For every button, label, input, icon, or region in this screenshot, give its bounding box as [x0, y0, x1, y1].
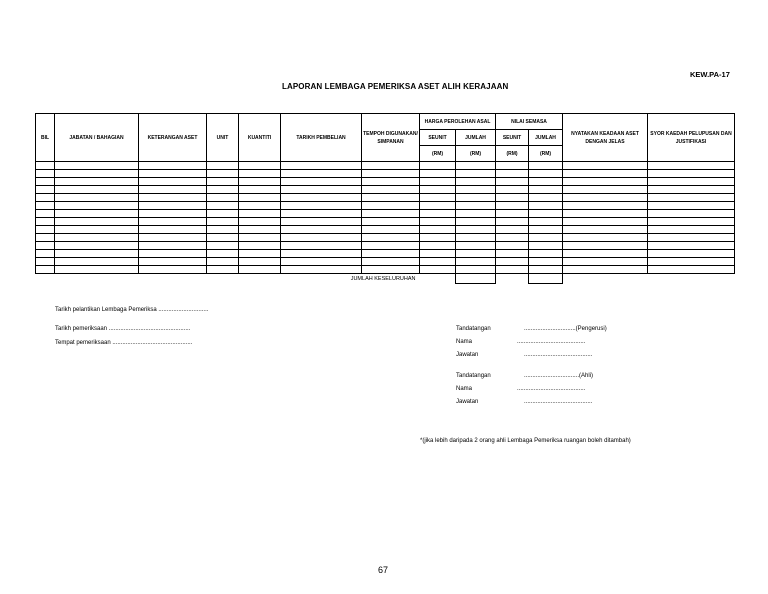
table-cell[interactable]	[139, 186, 207, 194]
form-code: KEW.PA-17	[690, 70, 730, 79]
table-cell[interactable]	[207, 258, 239, 266]
table-cell[interactable]	[207, 178, 239, 186]
table-cell[interactable]	[362, 186, 420, 194]
table-cell[interactable]	[55, 258, 139, 266]
table-cell[interactable]	[55, 162, 139, 170]
table-cell[interactable]	[420, 210, 456, 218]
table-cell[interactable]	[239, 266, 281, 274]
table-cell[interactable]	[456, 170, 496, 178]
table-row	[36, 178, 735, 186]
table-cell[interactable]	[55, 170, 139, 178]
table-cell[interactable]	[496, 250, 529, 258]
table-cell[interactable]	[362, 210, 420, 218]
table-cell[interactable]	[36, 194, 55, 202]
table-cell[interactable]	[420, 234, 456, 242]
total-nilai-jumlah-cell[interactable]	[529, 274, 563, 284]
table-cell[interactable]	[362, 218, 420, 226]
value-nama-pengerusi[interactable]: .........................................	[517, 339, 586, 345]
total-harga-jumlah-cell[interactable]	[456, 274, 496, 284]
table-cell[interactable]	[36, 250, 55, 258]
table-cell[interactable]	[55, 218, 139, 226]
table-cell[interactable]	[456, 210, 496, 218]
table-cell[interactable]	[55, 234, 139, 242]
table-row	[36, 266, 735, 274]
label-jawatan-ahli: Jawatan	[456, 399, 479, 405]
total-row	[36, 274, 735, 284]
table-cell[interactable]	[36, 218, 55, 226]
table-cell[interactable]	[529, 194, 563, 202]
table-cell[interactable]	[529, 242, 563, 250]
table-cell[interactable]	[563, 218, 648, 226]
table-cell[interactable]	[207, 162, 239, 170]
header-tarikh: TARIKH PEMBELIAN	[281, 114, 362, 162]
table-cell[interactable]	[36, 234, 55, 242]
table-cell[interactable]	[281, 266, 362, 274]
label-nama-ahli: Nama	[456, 386, 473, 392]
table-cell[interactable]	[362, 242, 420, 250]
value-jawatan-pengerusi[interactable]: .........................................	[524, 352, 593, 358]
table-cell[interactable]	[563, 162, 648, 170]
value-nama-ahli[interactable]: .........................................	[517, 386, 586, 392]
table-cell[interactable]	[281, 162, 362, 170]
table-cell[interactable]	[563, 242, 648, 250]
table-cell[interactable]	[496, 186, 529, 194]
table-cell[interactable]	[36, 242, 55, 250]
table-cell[interactable]	[496, 170, 529, 178]
table-cell[interactable]	[648, 266, 735, 274]
value-tandatangan-pengerusi[interactable]: ...............................(Pengerusi)	[524, 326, 607, 332]
table-body	[36, 162, 735, 274]
table-cell[interactable]	[456, 162, 496, 170]
label-tandatangan-pengerusi: Tandatangan	[456, 326, 491, 332]
table-row	[36, 170, 735, 178]
label-nama-pengerusi: Nama	[456, 339, 473, 345]
value-tandatangan-ahli[interactable]: .................................(Ahli)	[524, 373, 594, 379]
table-cell[interactable]	[36, 266, 55, 274]
table-cell[interactable]	[207, 226, 239, 234]
table-cell[interactable]	[207, 202, 239, 210]
table-row	[36, 162, 735, 170]
header-syor: SYOR KAEDAH PELUPUSAN DAN JUSTIFIKASI	[648, 114, 735, 162]
table-cell[interactable]	[563, 210, 648, 218]
table-cell[interactable]	[207, 250, 239, 258]
table-cell[interactable]	[36, 226, 55, 234]
table-cell[interactable]	[563, 186, 648, 194]
table-cell[interactable]	[529, 170, 563, 178]
table-cell[interactable]	[239, 202, 281, 210]
report-title: LAPORAN LEMBAGA PEMERIKSA ASET ALIH KERAJAAN	[282, 82, 509, 91]
table-cell[interactable]	[207, 186, 239, 194]
table-cell[interactable]	[563, 266, 648, 274]
table-cell[interactable]	[281, 226, 362, 234]
header-nilai-jumlah: JUMLAH	[529, 130, 563, 146]
table-cell[interactable]	[648, 218, 735, 226]
table-cell[interactable]	[281, 194, 362, 202]
table-row	[36, 186, 735, 194]
table-cell[interactable]	[207, 194, 239, 202]
table-cell[interactable]	[456, 218, 496, 226]
table-cell[interactable]	[529, 210, 563, 218]
table-cell[interactable]	[420, 178, 456, 186]
table-cell[interactable]	[529, 250, 563, 258]
table-cell[interactable]	[139, 226, 207, 234]
label-jawatan-pengerusi: Jawatan	[456, 352, 479, 358]
table-cell[interactable]	[456, 202, 496, 210]
table-cell[interactable]	[239, 234, 281, 242]
table-cell[interactable]	[281, 250, 362, 258]
table-cell[interactable]	[281, 234, 362, 242]
table-cell[interactable]	[139, 210, 207, 218]
table-cell[interactable]	[362, 194, 420, 202]
table-cell[interactable]	[362, 234, 420, 242]
table-cell[interactable]	[648, 194, 735, 202]
footnote: *(jika lebih daripada 2 orang ahli Lembaga Pemeriksa ruangan boleh ditambah)	[420, 438, 631, 444]
table-cell[interactable]	[55, 186, 139, 194]
table-cell[interactable]	[456, 242, 496, 250]
header-nilai-seunit: SEUNIT	[496, 130, 529, 146]
table-cell[interactable]	[496, 226, 529, 234]
table-cell[interactable]	[239, 218, 281, 226]
table-cell[interactable]	[239, 170, 281, 178]
table-cell[interactable]	[420, 242, 456, 250]
table-cell[interactable]	[239, 178, 281, 186]
table-cell[interactable]	[456, 186, 496, 194]
table-cell[interactable]	[139, 250, 207, 258]
total-blank	[496, 274, 529, 284]
table-cell[interactable]	[648, 178, 735, 186]
table-cell[interactable]	[36, 202, 55, 210]
table-cell[interactable]	[281, 178, 362, 186]
table-cell[interactable]	[362, 258, 420, 266]
table-cell[interactable]	[55, 210, 139, 218]
table-cell[interactable]	[529, 266, 563, 274]
table-cell[interactable]	[139, 202, 207, 210]
header-keterangan: KETERANGAN ASET	[139, 114, 207, 162]
table-cell[interactable]	[207, 234, 239, 242]
table-cell[interactable]	[207, 210, 239, 218]
table-cell[interactable]	[420, 226, 456, 234]
table-cell[interactable]	[281, 218, 362, 226]
table-cell[interactable]	[529, 218, 563, 226]
table-cell[interactable]	[420, 202, 456, 210]
table-cell[interactable]	[281, 186, 362, 194]
header-kuantiti: KUANTITI	[239, 114, 281, 162]
header-jabatan: JABATAN / BAHAGIAN	[55, 114, 139, 162]
table-cell[interactable]	[420, 250, 456, 258]
table-row	[36, 194, 735, 202]
table-cell[interactable]	[55, 178, 139, 186]
total-blank	[563, 274, 648, 284]
table-cell[interactable]	[648, 234, 735, 242]
header-rm: (RM)	[456, 146, 496, 162]
table-cell[interactable]	[36, 170, 55, 178]
header-harga-seunit: SEUNIT	[420, 130, 456, 146]
table-cell[interactable]	[648, 242, 735, 250]
table-cell[interactable]	[529, 258, 563, 266]
value-jawatan-ahli[interactable]: .........................................	[524, 399, 593, 405]
table-cell[interactable]	[55, 250, 139, 258]
table-cell[interactable]	[139, 162, 207, 170]
table-cell[interactable]	[456, 178, 496, 186]
table-cell[interactable]	[139, 258, 207, 266]
header-harga-jumlah: JUMLAH	[456, 130, 496, 146]
table-cell[interactable]	[456, 250, 496, 258]
table-cell[interactable]	[362, 162, 420, 170]
table-cell[interactable]	[456, 258, 496, 266]
table-row	[36, 226, 735, 234]
table-cell[interactable]	[563, 194, 648, 202]
table-cell[interactable]	[239, 226, 281, 234]
table-cell[interactable]	[36, 210, 55, 218]
table-cell[interactable]	[207, 170, 239, 178]
table-cell[interactable]	[55, 194, 139, 202]
table-cell[interactable]	[496, 218, 529, 226]
table-cell[interactable]	[420, 194, 456, 202]
table-cell[interactable]	[648, 202, 735, 210]
label-tandatangan-ahli: Tandatangan	[456, 373, 491, 379]
header-unit: UNIT	[207, 114, 239, 162]
table-row	[36, 234, 735, 242]
total-blank	[648, 274, 735, 284]
table-cell[interactable]	[420, 258, 456, 266]
table-cell[interactable]	[648, 258, 735, 266]
table-cell[interactable]	[529, 162, 563, 170]
table-cell[interactable]	[239, 258, 281, 266]
table-cell[interactable]	[239, 194, 281, 202]
table-cell[interactable]	[420, 218, 456, 226]
table-cell[interactable]	[362, 178, 420, 186]
table-cell[interactable]	[496, 234, 529, 242]
table-cell[interactable]	[496, 202, 529, 210]
table-cell[interactable]	[139, 218, 207, 226]
table-cell[interactable]	[496, 210, 529, 218]
page-number: 67	[378, 565, 389, 575]
table-cell[interactable]	[529, 186, 563, 194]
table-cell[interactable]	[139, 234, 207, 242]
table-cell[interactable]	[139, 266, 207, 274]
table-cell[interactable]	[496, 162, 529, 170]
table-cell[interactable]	[529, 202, 563, 210]
table-cell[interactable]	[456, 226, 496, 234]
header-harga-group: HARGA PEROLEHAN ASAL	[420, 114, 496, 130]
table-cell[interactable]	[648, 250, 735, 258]
table-cell[interactable]	[55, 226, 139, 234]
table-cell[interactable]	[139, 242, 207, 250]
header-tempoh: TEMPOH DIGUNAKAN/ SIMPANAN	[362, 114, 420, 162]
table-cell[interactable]	[55, 242, 139, 250]
table-cell[interactable]	[281, 210, 362, 218]
table-cell[interactable]	[420, 162, 456, 170]
table-cell[interactable]	[563, 202, 648, 210]
table-cell[interactable]	[36, 258, 55, 266]
table-cell[interactable]	[648, 210, 735, 218]
table-cell[interactable]	[420, 186, 456, 194]
table-row	[36, 202, 735, 210]
header-rm: (RM)	[496, 146, 529, 162]
table-cell[interactable]	[496, 242, 529, 250]
table-cell[interactable]	[281, 170, 362, 178]
table-cell[interactable]	[139, 170, 207, 178]
table-cell[interactable]	[239, 186, 281, 194]
table-cell[interactable]	[648, 186, 735, 194]
table-cell[interactable]	[55, 202, 139, 210]
table-row	[36, 210, 735, 218]
table-cell[interactable]	[496, 258, 529, 266]
table-cell[interactable]	[362, 226, 420, 234]
table-cell[interactable]	[496, 194, 529, 202]
table-cell[interactable]	[36, 178, 55, 186]
table-cell[interactable]	[362, 250, 420, 258]
table-cell[interactable]	[529, 226, 563, 234]
table-cell[interactable]	[456, 194, 496, 202]
table-row	[36, 242, 735, 250]
table-row	[36, 218, 735, 226]
table-cell[interactable]	[529, 178, 563, 186]
table-cell[interactable]	[648, 226, 735, 234]
table-cell[interactable]	[529, 234, 563, 242]
header-nyatakan: NYATAKAN KEADAAN ASET DENGAN JELAS	[563, 114, 648, 162]
table-cell[interactable]	[362, 170, 420, 178]
table-cell[interactable]	[55, 266, 139, 274]
header-rm: (RM)	[420, 146, 456, 162]
table-cell[interactable]	[420, 266, 456, 274]
table-cell[interactable]	[456, 266, 496, 274]
table-cell[interactable]	[563, 250, 648, 258]
table-cell[interactable]	[456, 234, 496, 242]
table-cell[interactable]	[563, 226, 648, 234]
field-tarikh-pemeriksaan[interactable]: Tarikh pemeriksaan .................................................	[55, 326, 191, 332]
field-tempat-pemeriksaan[interactable]: Tempat pemeriksaan ................................................	[55, 340, 193, 346]
table-cell[interactable]	[420, 170, 456, 178]
table-cell[interactable]	[563, 178, 648, 186]
table-cell[interactable]	[36, 186, 55, 194]
table-row	[36, 250, 735, 258]
table-cell[interactable]	[563, 234, 648, 242]
table-cell[interactable]	[362, 202, 420, 210]
table-cell[interactable]	[281, 202, 362, 210]
table-cell[interactable]	[239, 210, 281, 218]
table-cell[interactable]	[36, 162, 55, 170]
table-cell[interactable]	[563, 170, 648, 178]
table-row	[36, 258, 735, 266]
table-cell[interactable]	[496, 266, 529, 274]
field-tarikh-pelantikan[interactable]: Tarikh pelantikan Lembaga Pemeriksa ..............................	[55, 307, 209, 313]
header-bil: BIL	[36, 114, 55, 162]
table-cell[interactable]	[207, 218, 239, 226]
header-nilai-group: NILAI SEMASA	[496, 114, 563, 130]
total-label: JUMLAH KESELURUHAN	[350, 275, 416, 282]
table-cell[interactable]	[648, 162, 735, 170]
table-cell[interactable]	[239, 242, 281, 250]
asset-table	[35, 113, 735, 284]
total-blank	[420, 274, 456, 284]
table-cell[interactable]	[563, 258, 648, 266]
table-cell[interactable]	[362, 266, 420, 274]
table-cell[interactable]	[207, 242, 239, 250]
table-cell[interactable]	[207, 266, 239, 274]
header-rm: (RM)	[529, 146, 563, 162]
table-cell[interactable]	[648, 170, 735, 178]
table-cell[interactable]	[281, 242, 362, 250]
table-cell[interactable]	[239, 250, 281, 258]
table-cell[interactable]	[281, 258, 362, 266]
table-cell[interactable]	[496, 178, 529, 186]
table-cell[interactable]	[139, 194, 207, 202]
table-cell[interactable]	[139, 178, 207, 186]
table-cell[interactable]	[239, 162, 281, 170]
